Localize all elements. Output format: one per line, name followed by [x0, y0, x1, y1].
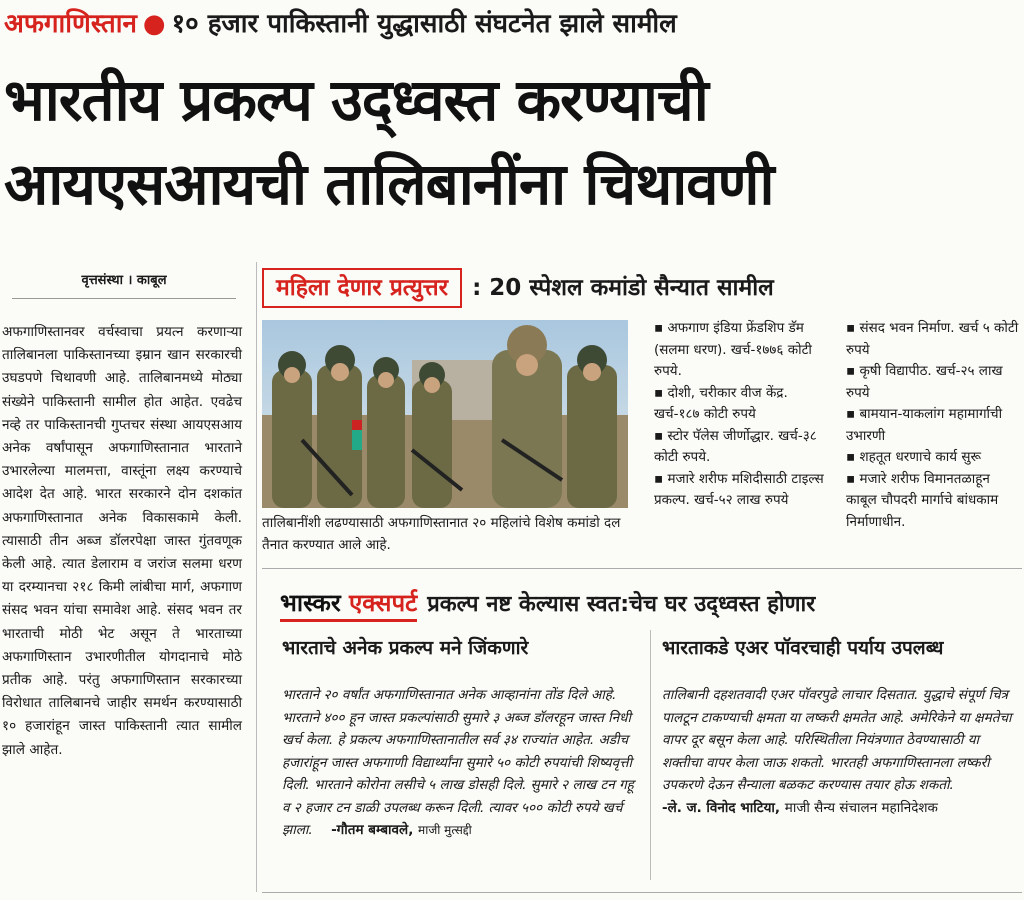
section-2-author: -ले. ज. विनोद भाटिया,: [662, 799, 781, 816]
headline-line-1: भारतीय प्रकल्प उद्‌ध्वस्त करण्याची: [4, 66, 708, 134]
kicker-text: १० हजार पाकिस्तानी युद्धासाठी संघटनेत झाले सामील: [171, 9, 677, 39]
section-1-role: माजी मुत्सद्दी: [418, 823, 472, 837]
headline-line-2: आयएसआयची तालिबानींना चिथावणी: [4, 150, 774, 218]
photo-caption: तालिबानींशी लढण्यासाठी अफगाणिस्तानात २० महिलांचे विशेष कमांडो दल तैनात करण्यात आले आहे.: [262, 515, 621, 553]
section-2-body: [662, 684, 1016, 819]
list-item: ▪ अफगाण इंडिया फ्रेंडशिप डॅम (सलमा धरण). खर्च-१७७६ कोटी रुपये.: [654, 320, 812, 379]
list-item: ▪ मजारे शरीफ मशिदीसाठी टाइल्स प्रकल्प. खर्च-५२ लाख रुपये: [654, 470, 824, 508]
section-2-role: माजी सैन्य संचालन महानिदेशक: [784, 799, 938, 816]
list-item: ▪ संसद भवन निर्माण. खर्च ५ कोटी रुपये: [846, 320, 1019, 358]
kicker-place: अफगाणिस्तान: [4, 9, 137, 39]
women-title: : 20 स्पेशल कमांडो सैन्यात सामील: [472, 275, 774, 301]
section-1-signature: [317, 822, 472, 838]
left-column: [0, 262, 248, 762]
expert-header: [280, 586, 815, 624]
expert-tag-black: भास्कर: [280, 589, 341, 617]
section-1-body: [282, 684, 638, 842]
bottom-rule: [262, 892, 1022, 893]
list-item: ▪ बामयान-याकलांग महामार्गाची उभारणी: [846, 406, 1003, 444]
column-divider: [650, 630, 651, 880]
expert-headline: प्रकल्प नष्ट केल्यास स्वत:चेच घर उद्‌ध्वस्त होणार: [427, 592, 816, 617]
bullet-icon: ●: [142, 9, 166, 39]
list-item: ▪ स्टोर पॅलेस जीर्णोद्धार. खर्च-३८ कोटी रुपये.: [654, 427, 817, 465]
commando-photo: [262, 320, 628, 508]
column-divider: [256, 262, 257, 892]
women-tag: महिला देणार प्रत्युत्तर: [262, 268, 462, 308]
kicker: [4, 4, 677, 40]
section-2-signature: [662, 800, 938, 816]
section-1-text: भारताने २० वर्षांत अफगाणिस्तानात अनेक आव्हानांना तोंड दिले आहे. भारताने ४०० हून जास्त प्रकल्पांसाठी सुमारे ३ अब्ज डॉलरहून जास्त निधी खर्च केला. हे प्रकल्प अफगाणिस्तानातील सर्व ३४ राज्यांत आहेत. अडीच हजारांहून जास्त अफगाणी विद्यार्थ्यांना सुमारे ५० कोटी रुपयांची शिष्यवृत्ती दिली. भारताने कोरोना लसीचे ५ लाख डोसही दिले. सुमारे २ लाख टन गहू व २ हजार टन डाळी उपलब्ध करून दिली. त्यावर ५०० कोटी रुपये खर्च झाला.: [282, 687, 634, 838]
section-1-title: भारताचे अनेक प्रकल्प मने जिंकणारे: [282, 637, 529, 659]
section-2-title: भारताकडे एअर पॉवरचाही पर्याय उपलब्ध: [662, 637, 944, 659]
expert-tag: [280, 586, 417, 622]
byline: वृत्तसंस्था । काबूल: [12, 262, 236, 299]
main-headline: [4, 58, 1020, 226]
left-body-text: अफगाणिस्तानवर वर्चस्वाचा प्रयत्न करणाऱ्या तालिबानला पाकिस्तानच्या इम्रान खान सरकारची उघडपणे चिथावणी आहे. तालिबानमध्ये मोठ्या संख्येने पाकिस्तानी सामील होत आहेत. एवढेच नव्हे तर पाकिस्तानची गुप्तचर संस्था आयएसआय अनेक वर्षांपासून अफगाणिस्तानात भारताने उभारलेल्या मालमत्ता, वास्तूंना लक्ष्य करण्याचे आदेश देत आहे. भारत सरकारने दोन दशकांत अफगाणिस्तानात अनेक विकासकामे केली. त्यासाठी तीन अब्ज डॉलरपेक्षा जास्त गुंतवणूक केली आहे. त्यात डेलाराम व जरांज सलमा धरण या दरम्यानचा २१८ किमी लांबीचा मार्ग, अफगाण संसद भवन यांचा समावेश आहे. संसद भवन तर भारताची मोठी भेट असून ते भारताच्या अफगाणिस्तान उभारणीतील योगदानाचे मोठे प्रतीक आहे. परंतु अफगाणिस्तान सरकारच्या विरोधात तालिबानचे जाहीर समर्थन करण्यासाठी १० हजारांहून जास्त पाकिस्तानी त्यात सामील झाले आहेत.: [2, 324, 242, 758]
projects-list-2: [846, 318, 1020, 533]
section-1-author: -गौतम बम्बावले,: [331, 822, 414, 838]
expert-tag-red: एक्सपर्ट: [349, 589, 418, 617]
women-commando-header: [262, 265, 1022, 311]
list-item: ▪ मजारे शरीफ विमानतळाहून काबूल चौपदरी मार्गाचे बांधकाम निर्माणाधीन.: [846, 470, 999, 530]
list-item: ▪ दोशी, चरीकार वीज केंद्र. खर्च-१८७ कोटी रुपये: [654, 384, 788, 422]
list-item: ▪ शहतूत धरणाचे कार्य सुरू: [846, 449, 982, 465]
list-item: ▪ कृषी विद्यापीठ. खर्च-२५ लाख रुपये: [846, 363, 1003, 401]
projects-list-1: [654, 318, 824, 512]
section-divider: [262, 568, 1022, 569]
section-2-text: तालिबानी दहशतवादी एअर पॉवरपुढे लाचार दिसतात. युद्धाचे संपूर्ण चित्र पालटून टाकण्याची क्षमता या लष्करी क्षमतेत आहे. अमेरिकेने या क्षमतेचा वापर दूर बसून केला आहे. परिस्थितीला नियंत्रणात ठेवण्यासाठी या शक्तीचा वापर केला जाऊ शकतो. भारतही अफगाणिस्तानला लष्करी उपकरणे देऊन सैन्याला बळकट करण्यास तयार होऊ शकतो.: [662, 687, 1012, 793]
